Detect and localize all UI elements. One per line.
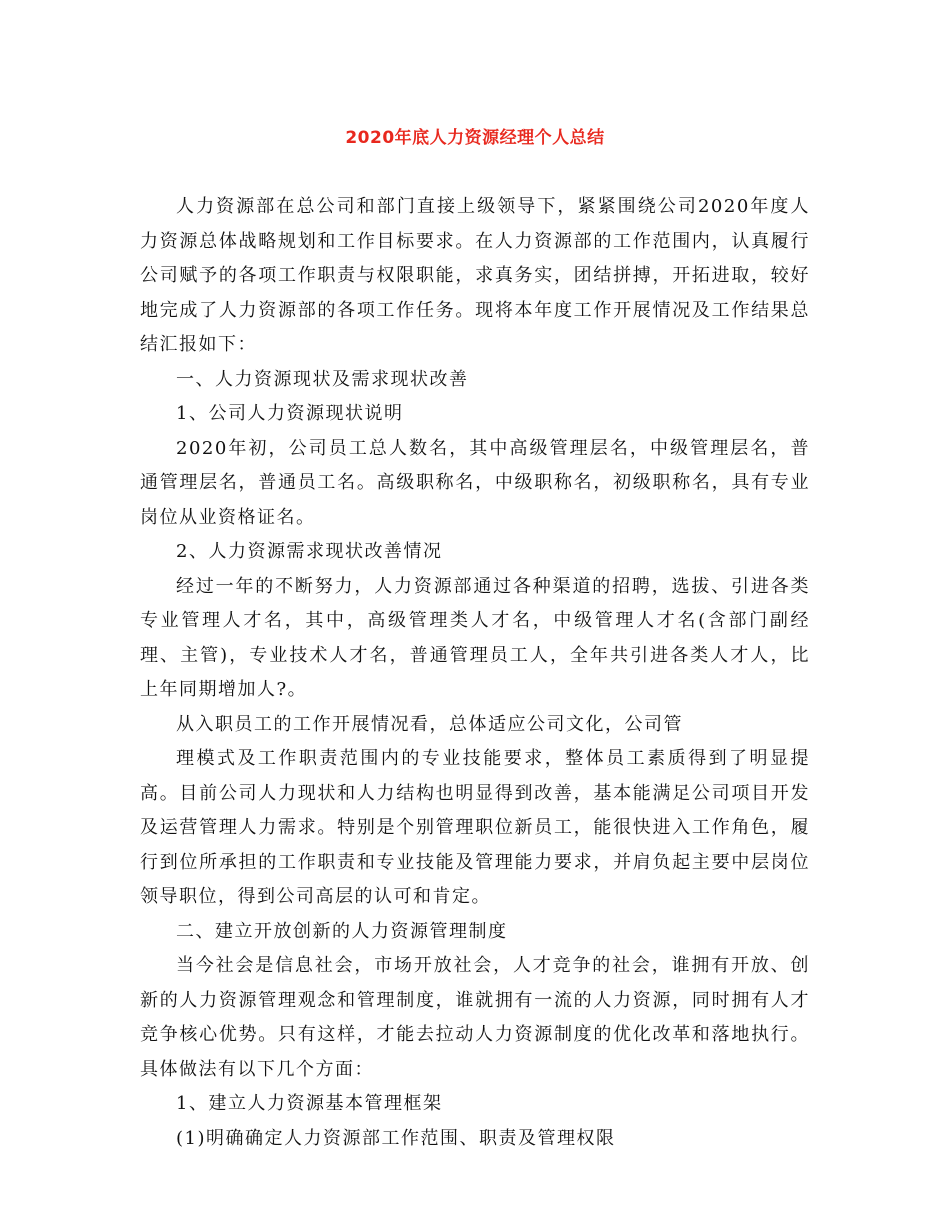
paragraph-staff-count: 2020年初，公司员工总人数名，其中高级管理层名，中级管理层名，普通管理层名，普通员工名。高级职称名，中级职称名，初级职称名，具有专业岗位从业资格证名。 bbox=[140, 437, 810, 528]
paragraph-open-system: 当今社会是信息社会，市场开放社会，人才竞争的社会，谁拥有开放、创新的人力资源管理观念和管理制度，谁就拥有一流的人力资源，同时拥有人才竞争核心优势。只有这样，才能去拉动人力资源制度的优化改革和落地执行。具体做法有以下几个方面： bbox=[140, 955, 810, 1080]
paragraph-staff-quality: 理模式及工作职责范围内的专业技能要求，整体员工素质得到了明显提高。目前公司人力现状和人力结构也明显得到改善，基本能满足公司项目开发及运营管理人力需求。特别是个别管理职位新员工，能很快进入工作角色，履行到位所承担的工作职责和专业技能及管理能力要求，并肩负起主要中层岗位领导职位，得到公司高层的认可和肯定。 bbox=[140, 748, 810, 907]
paragraph-intro: 人力资源部在总公司和部门直接上级领导下，紧紧围绕公司2020年度人力资源总体战略规划和工作目标要求。在人力资源部的工作范围内，认真履行公司赋予的各项工作职责与权限职能，求真务实，团结拼搏，开拓进取，较好地完成了人力资源部的各项工作任务。现将本年度工作开展情况及工作结果总结汇报如下： bbox=[140, 196, 810, 355]
heading-section-2: 二、建立开放创新的人力资源管理制度 bbox=[176, 920, 508, 942]
heading-section-1: 一、人力资源现状及需求现状改善 bbox=[176, 368, 469, 390]
subheading-1-2: 2、人力资源需求现状改善情况 bbox=[176, 541, 443, 562]
document-body bbox=[140, 190, 810, 1156]
list-item-2-1-1: (1)明确确定人力资源部工作范围、职责及管理权限 bbox=[176, 1127, 616, 1149]
subheading-1-1: 1、公司人力资源现状说明 bbox=[176, 403, 404, 424]
subheading-2-1: 1、建立人力资源基本管理框架 bbox=[176, 1093, 443, 1114]
paragraph-recruitment: 经过一年的不断努力，人力资源部通过各种渠道的招聘，选拔、引进各类专业管理人才名，其中，高级管理类人才名，中级管理人才名(含部门副经理、主管)，专业技术人才名，普通管理员工人，全年共引进各类人才人，比上年同期增加人?。 bbox=[140, 575, 810, 700]
paragraph-new-staff: 从入职员工的工作开展情况看，总体适应公司文化，公司管 bbox=[176, 713, 683, 735]
document-title: 2020年底人力资源经理个人总结 bbox=[345, 128, 605, 148]
